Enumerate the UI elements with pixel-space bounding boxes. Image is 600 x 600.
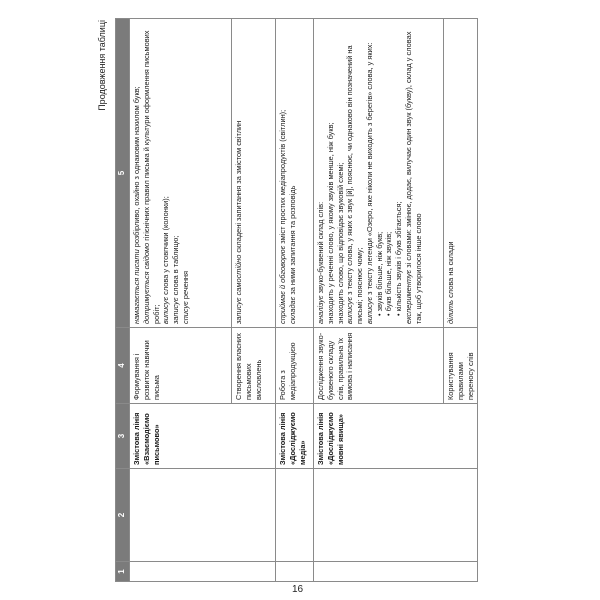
content-line-cell: Змістова лінія «Досліджуємо медіа» [276,404,314,469]
outcome-line: • звуків більше, ніж букв; [374,231,384,316]
table-header-row [116,19,130,582]
outcome-line: знаходить у реченні слово, у якому звуків менше, ніж букв; [325,122,335,324]
outcome-line: експериментує зі словами: змінює, додає, вилучає один звук (букву), склад у словах так, щоб утворилося інше слово [403,31,423,324]
outcome-line: аналізує звуко-буквений склад слів: [316,201,325,324]
skill-cell: Створення власних письмових висловлень [232,328,276,404]
cell-col-1 [276,562,314,582]
header-col-1: 1 [116,562,130,582]
outcomes-cell [444,19,478,328]
outcomes-cell [130,19,232,328]
outcome-line: виписує з тексту легенди «Озеро, яке ніколи не виходить з берегів» слова, у яких: [364,42,374,324]
cell-col-1 [130,562,276,582]
table-row [276,19,314,582]
outcome-line: знаходить слово, що відповідає звуковій схемі; [335,162,345,324]
outcome-line: виписує слова у стовпчики (колонки); [161,196,171,324]
outcome-line: ділить слова на склади [446,241,455,324]
outcomes-cell [232,19,276,328]
curriculum-table [115,18,478,582]
outcome-line: списує речення [180,271,190,324]
cell-col-2 [276,469,314,562]
table-row [314,19,444,582]
outcome-line: дотримується свідомо гігієнічних правил письма й культури оформлення письмових робіт; [141,30,161,324]
table-row [130,19,232,582]
page-number: 16 [292,584,304,595]
header-col-4: 4 [116,328,130,404]
continuation-label: Продовження таблиці [97,20,107,111]
header-col-3: 3 [116,404,130,469]
skill-cell: Дослідження звуко-буквеного складу слів, правильна їх вимова і написання [314,328,444,404]
outcome-line: записує самостійно складені запитання за змістом світлин [234,120,243,324]
outcomes-cell [276,19,314,328]
outcome-line: • букв більше, ніж звуків; [384,231,394,316]
skill-cell: Формування і розвиток навички письма [130,328,232,404]
outcome-line: записує слова в таблицю; [171,235,181,324]
rotated-table-region [95,16,493,582]
header-col-5: 5 [116,19,130,328]
outcome-line: складає за ними запитання та розповідь [287,185,297,324]
content-line-cell: Змістова лінія «Взаємодіємо письмово» [130,404,276,469]
outcome-line: • кількість звуків і букв збігається; [394,201,404,316]
cell-col-1 [314,562,478,582]
cell-col-2 [314,469,478,562]
skill-cell: Робота з медіапродукцією [276,328,314,404]
content-line-cell: Змістова лінія «Досліджуємо мовні явища» [314,404,478,469]
outcomes-cell [314,19,444,328]
outcome-line: виписує з тексту слова, у яких є звук [й], пояснює, чи однаково він позначений на письмі; пояснює чому; [345,45,365,324]
header-col-2: 2 [116,469,130,562]
outcome-line: намагається писати розбірливо, охайно з однаковим нахилом букв; [132,86,141,324]
outcome-line: сприймає й обговорює зміст простих медіапродуктів (світлин); [278,109,287,324]
cell-col-2 [130,469,276,562]
skill-cell: Користування правилами переносу слів [444,328,478,404]
